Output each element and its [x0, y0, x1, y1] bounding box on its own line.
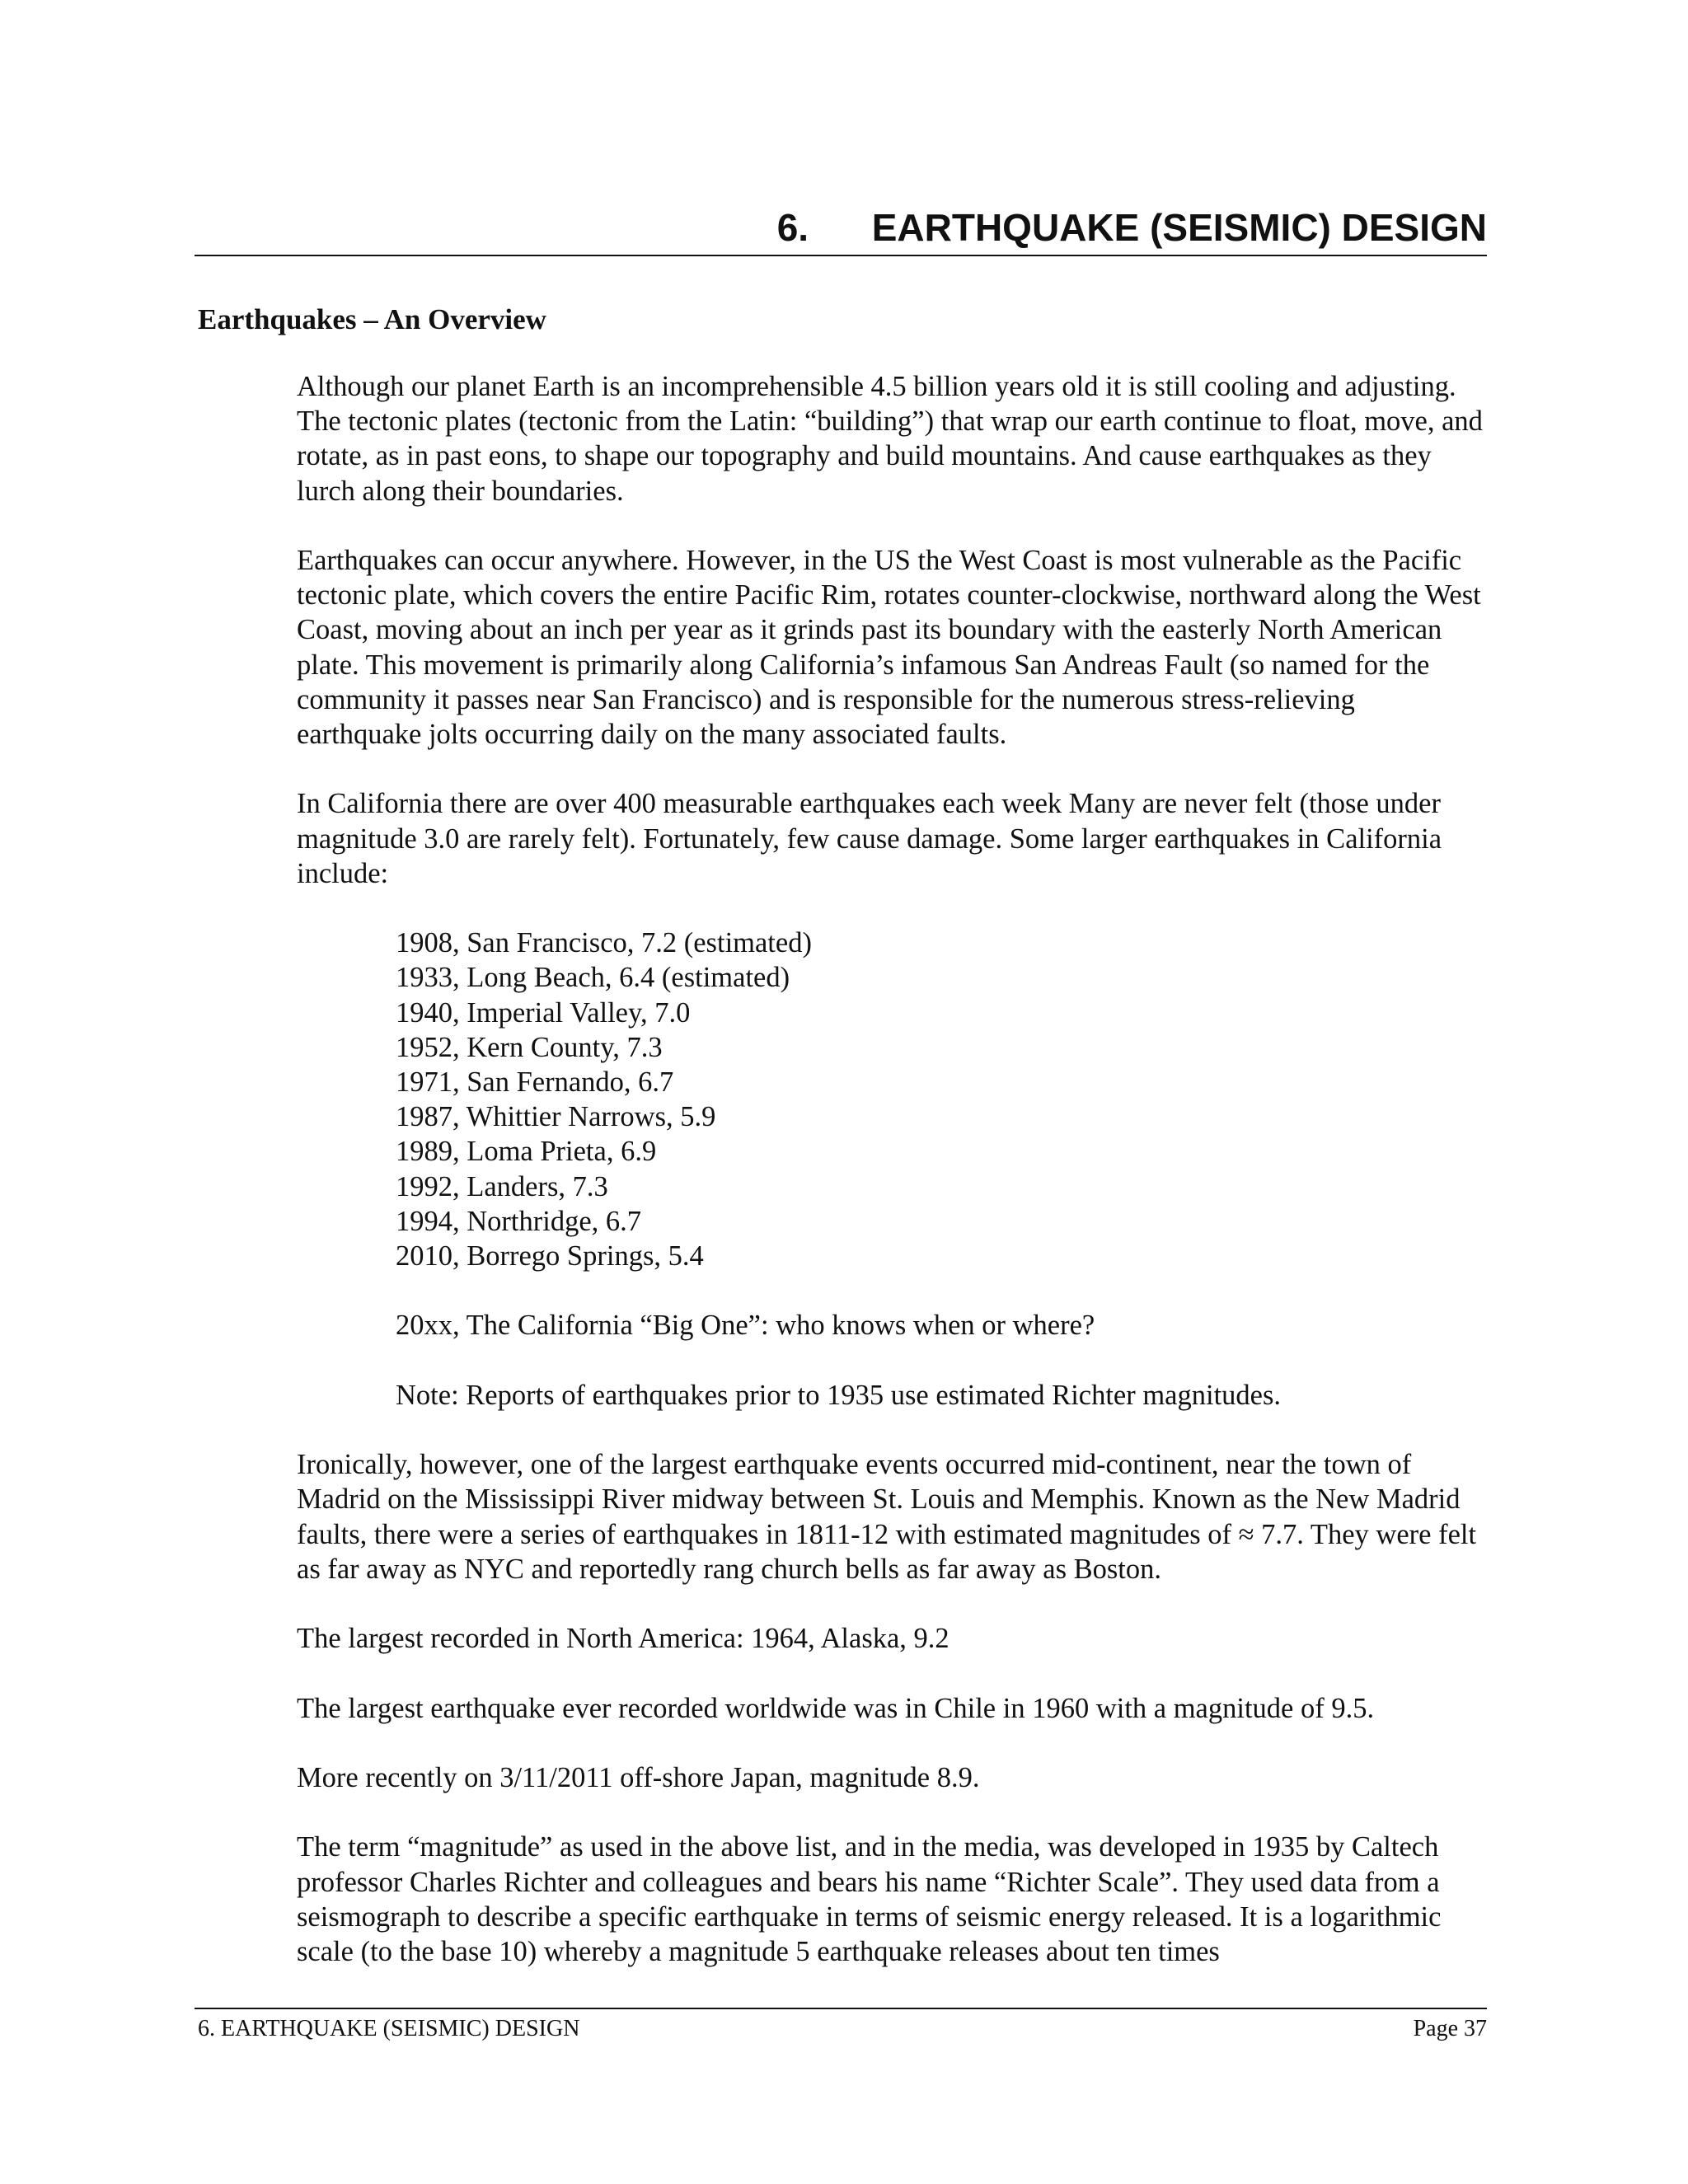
paragraph-california: In California there are over 400 measurable earthquakes each week Many are never felt (those under magnitude 3.0 are rarely felt). Fortunately, few cause damage. Some larger earthquakes in California include: — [297, 788, 1442, 889]
paragraph-worldwide: The largest earthquake ever recorded worldwide was in Chile in 1960 with a magnitude of 9.5. — [297, 1692, 1375, 1724]
paragraph-overview: Although our planet Earth is an incomprehensible 4.5 billion years old it is still cooling and adjusting. The tectonic plates (tectonic from the Latin: “building”) that wrap our earth continue to float, move, and rotate, as in past eons, to shape our topography and build mountains. And cause earthquakes as they lurch along their boundaries. — [297, 371, 1483, 507]
body-text — [297, 369, 1484, 2004]
list-item: 1933, Long Beach, 6.4 (estimated) — [396, 962, 790, 994]
list-item: 1994, Northridge, 6.7 — [396, 1205, 642, 1237]
list-item: 1908, San Francisco, 7.2 (estimated) — [396, 927, 812, 959]
footer-page-number: Page 37 — [1413, 2016, 1487, 2041]
list-item: 1971, San Fernando, 6.7 — [396, 1066, 674, 1099]
paragraph-note: Note: Reports of earthquakes prior to 1935 use estimated Richter magnitudes. — [396, 1379, 1282, 1411]
list-item: 1940, Imperial Valley, 7.0 — [396, 996, 691, 1029]
paragraph-magnitude: The term “magnitude” as used in the above list, and in the media, was developed in 1935 by Caltech professor Charles Richter and colleagues and bears his name “Richter Scale”. They used data from a seismograph to describe a specific earthquake in terms of seismic energy released. It is a logarithmic scale (to the base 10) whereby a magnitude 5 earthquake releases about ten times — [297, 1831, 1442, 1967]
paragraph-north-america: The largest recorded in North America: 1964, Alaska, 9.2 — [297, 1623, 950, 1655]
list-item: 1992, Landers, 7.3 — [396, 1170, 608, 1202]
paragraph-west-coast: Earthquakes can occur anywhere. However, in the US the West Coast is most vulnerable as the Pacific tectonic plate, which covers the entire Pacific Rim, rotates counter-clockwise, northward along the West Coast, moving about an inch per year as it grinds past its boundary with the easterly North American plate. This movement is primarily along California’s infamous San Andreas Fault (so named for the community it passes near San Francisco) and is responsible for the numerous stress-relieving earthquake jolts occurring daily on the many associated faults. — [297, 545, 1481, 751]
paragraph-big-one: 20xx, The California “Big One”: who knows when or where? — [396, 1310, 1095, 1342]
section-heading: Earthquakes – An Overview — [198, 303, 546, 335]
list-item: 1987, Whittier Narrows, 5.9 — [396, 1101, 716, 1133]
footer-rule — [195, 2008, 1487, 2009]
footer-chapter-label: 6. EARTHQUAKE (SEISMIC) DESIGN — [198, 2016, 580, 2041]
title-rule — [195, 255, 1487, 256]
list-item: 1989, Loma Prieta, 6.9 — [396, 1136, 657, 1168]
paragraph-japan: More recently on 3/11/2011 off-shore Japan, magnitude 8.9. — [297, 1761, 980, 1793]
chapter-title: 6. EARTHQUAKE (SEISMIC) DESIGN — [776, 206, 1487, 249]
list-item: 1952, Kern County, 7.3 — [396, 1031, 663, 1063]
list-item: 2010, Borrego Springs, 5.4 — [396, 1240, 704, 1272]
earthquake-list — [297, 926, 1484, 1273]
paragraph-new-madrid: Ironically, however, one of the largest earthquake events occurred mid-continent, near the town of Madrid on the Mississippi River midway between St. Louis and Memphis. Known as the New Madrid faults, there were a series of earthquakes in 1811-12 with estimated magnitudes of ≈ 7.7. They were felt as far away as NYC and reportedly rang church bells as far away as Boston. — [297, 1449, 1477, 1585]
